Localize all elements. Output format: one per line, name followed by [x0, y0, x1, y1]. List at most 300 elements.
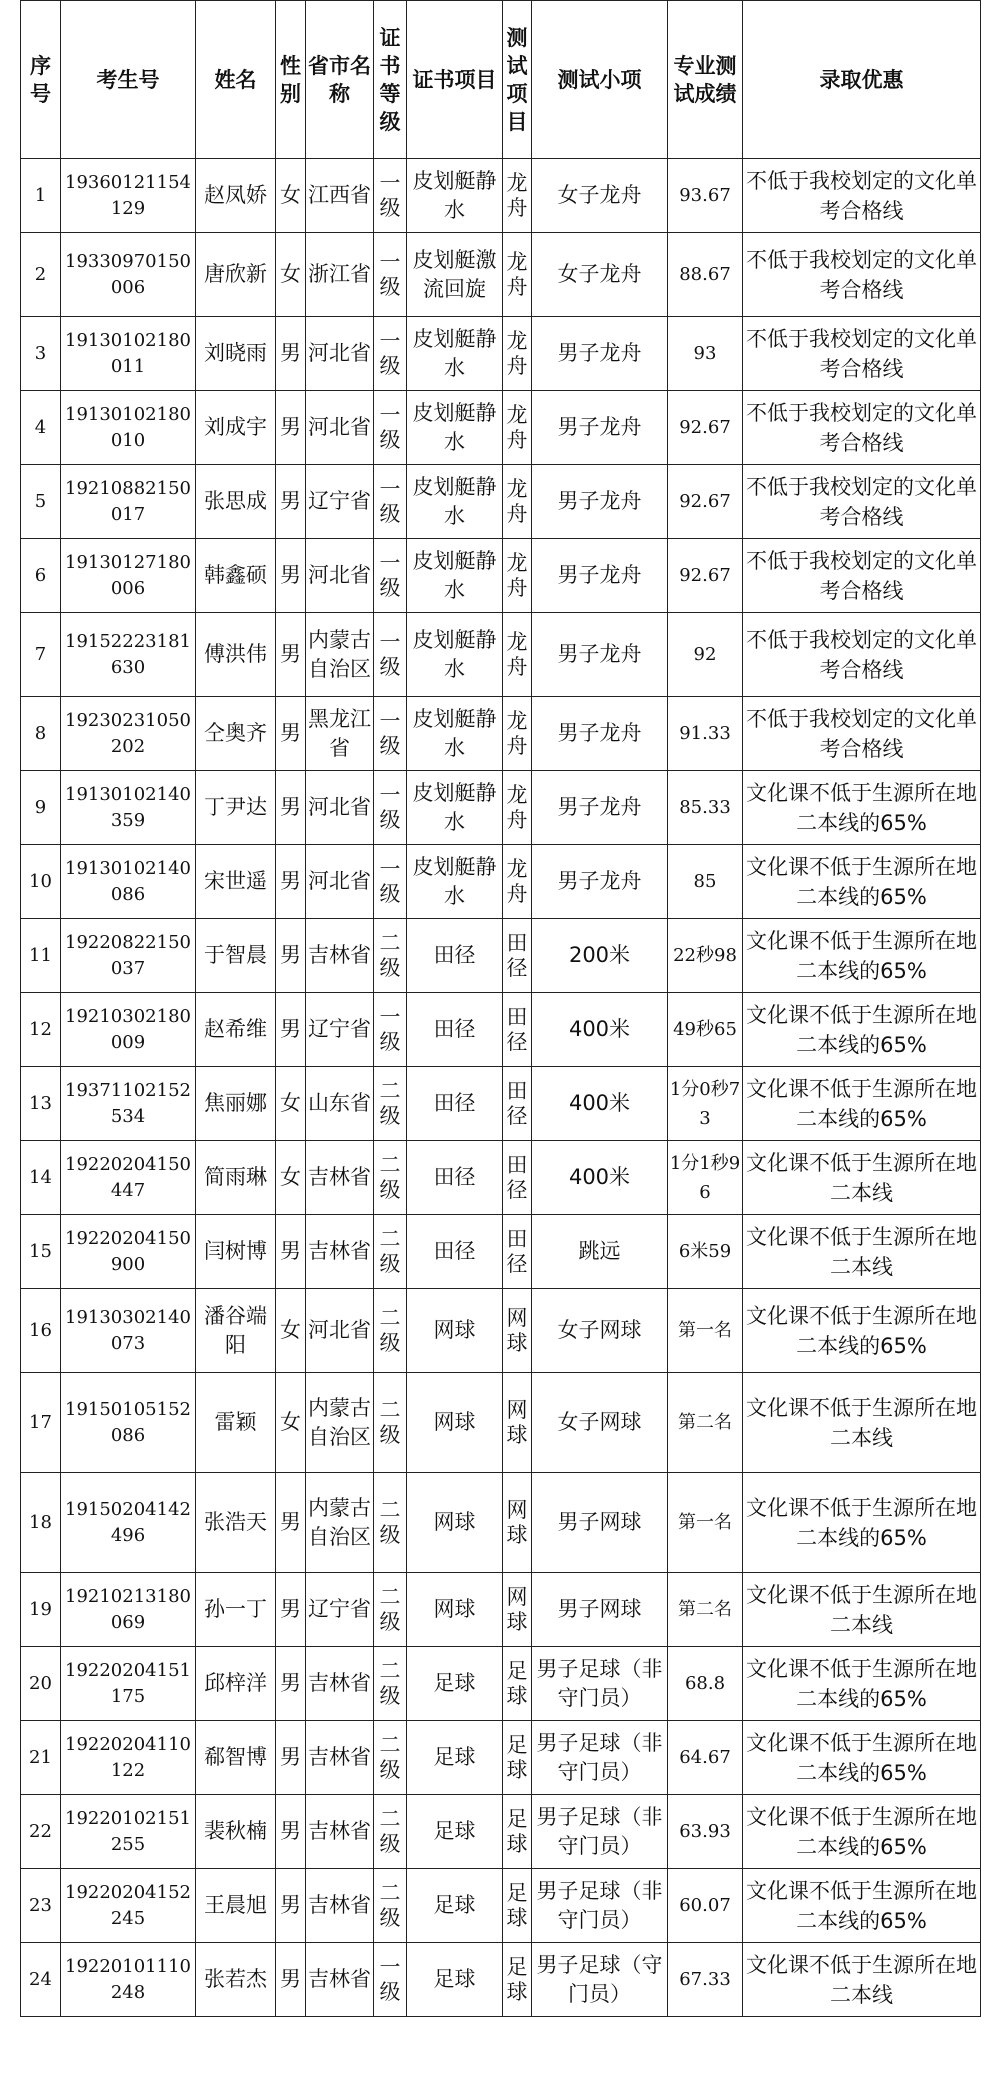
cell-name: 傅洪伟 — [196, 613, 276, 697]
cell-test-item: 足球 — [503, 1721, 532, 1795]
cell-test-subitem: 男子龙舟 — [532, 613, 668, 697]
cell-cert-item: 皮划艇静水 — [407, 391, 503, 465]
cell-name: 唐欣新 — [196, 233, 276, 317]
cell-province: 吉林省 — [306, 1943, 374, 2017]
cell-no: 12 — [21, 993, 61, 1067]
cell-cert-item: 田径 — [407, 1141, 503, 1215]
cell-gender: 男 — [276, 771, 306, 845]
cell-gender: 男 — [276, 1795, 306, 1869]
cell-test-item: 田径 — [503, 993, 532, 1067]
cell-benefit: 文化课不低于生源所在地二本线的65% — [743, 1289, 981, 1373]
cell-score: 22秒98 — [668, 919, 743, 993]
cell-test-subitem: 女子龙舟 — [532, 233, 668, 317]
cell-gender: 女 — [276, 1141, 306, 1215]
cell-benefit: 文化课不低于生源所在地二本线 — [743, 1215, 981, 1289]
cell-cert-item: 网球 — [407, 1373, 503, 1473]
cell-score: 85.33 — [668, 771, 743, 845]
cell-benefit: 不低于我校划定的文化单考合格线 — [743, 697, 981, 771]
cell-test-subitem: 男子足球（非守门员） — [532, 1869, 668, 1943]
cell-exam-id: 19130302140073 — [61, 1289, 196, 1373]
cell-exam-id: 19220822150037 — [61, 919, 196, 993]
cell-exam-id: 19220204151175 — [61, 1647, 196, 1721]
cell-no: 23 — [21, 1869, 61, 1943]
header-test-subitem: 测试小项 — [532, 1, 668, 159]
table-row — [21, 1473, 981, 1573]
header-row — [21, 1, 981, 159]
cell-exam-id: 19130102140359 — [61, 771, 196, 845]
cell-cert-item: 皮划艇静水 — [407, 159, 503, 233]
header-province: 省市名称 — [306, 1, 374, 159]
cell-test-subitem: 跳远 — [532, 1215, 668, 1289]
cell-name: 孙一丁 — [196, 1573, 276, 1647]
cell-cert-level: 二级 — [374, 1067, 407, 1141]
cell-test-subitem: 女子网球 — [532, 1373, 668, 1473]
table-row — [21, 1573, 981, 1647]
cell-province: 辽宁省 — [306, 1573, 374, 1647]
cell-benefit: 不低于我校划定的文化单考合格线 — [743, 317, 981, 391]
cell-exam-id: 19220204150447 — [61, 1141, 196, 1215]
header-benefit: 录取优惠 — [743, 1, 981, 159]
cell-province: 河北省 — [306, 391, 374, 465]
header-cert-item: 证书项目 — [407, 1, 503, 159]
cell-score: 60.07 — [668, 1869, 743, 1943]
cell-score: 92.67 — [668, 465, 743, 539]
cell-test-item: 网球 — [503, 1573, 532, 1647]
cell-gender: 男 — [276, 845, 306, 919]
cell-no: 14 — [21, 1141, 61, 1215]
cell-province: 河北省 — [306, 539, 374, 613]
cell-score: 91.33 — [668, 697, 743, 771]
cell-test-item: 龙舟 — [503, 539, 532, 613]
cell-benefit: 文化课不低于生源所在地二本线的65% — [743, 1473, 981, 1573]
cell-cert-level: 一级 — [374, 317, 407, 391]
cell-exam-id: 19220204152245 — [61, 1869, 196, 1943]
cell-name: 张浩天 — [196, 1473, 276, 1573]
table-row — [21, 233, 981, 317]
table-row — [21, 1067, 981, 1141]
cell-test-item: 龙舟 — [503, 233, 532, 317]
cell-province: 辽宁省 — [306, 465, 374, 539]
cell-name: 宋世遥 — [196, 845, 276, 919]
table-row — [21, 1721, 981, 1795]
cell-province: 河北省 — [306, 771, 374, 845]
cell-name: 于智晨 — [196, 919, 276, 993]
cell-no: 6 — [21, 539, 61, 613]
cell-cert-item: 皮划艇静水 — [407, 771, 503, 845]
cell-benefit: 文化课不低于生源所在地二本线的65% — [743, 919, 981, 993]
cell-cert-item: 网球 — [407, 1473, 503, 1573]
cell-province: 河北省 — [306, 845, 374, 919]
cell-exam-id: 19130102180011 — [61, 317, 196, 391]
cell-test-subitem: 男子龙舟 — [532, 465, 668, 539]
table-row — [21, 697, 981, 771]
table-row — [21, 317, 981, 391]
cell-cert-item: 皮划艇静水 — [407, 697, 503, 771]
cell-no: 13 — [21, 1067, 61, 1141]
cell-name: 刘成宇 — [196, 391, 276, 465]
cell-province: 黑龙江省 — [306, 697, 374, 771]
table-row — [21, 1141, 981, 1215]
cell-cert-level: 一级 — [374, 465, 407, 539]
cell-exam-id: 19230231050202 — [61, 697, 196, 771]
header-name: 姓名 — [196, 1, 276, 159]
cell-cert-item: 田径 — [407, 1215, 503, 1289]
cell-exam-id: 19220102151255 — [61, 1795, 196, 1869]
cell-cert-level: 一级 — [374, 1943, 407, 2017]
cell-exam-id: 19150105152086 — [61, 1373, 196, 1473]
cell-test-subitem: 男子足球（守门员） — [532, 1943, 668, 2017]
cell-cert-item: 足球 — [407, 1721, 503, 1795]
cell-score: 49秒65 — [668, 993, 743, 1067]
cell-test-item: 龙舟 — [503, 771, 532, 845]
cell-test-subitem: 400米 — [532, 1141, 668, 1215]
table-row — [21, 613, 981, 697]
cell-name: 仝奥齐 — [196, 697, 276, 771]
cell-no: 4 — [21, 391, 61, 465]
cell-cert-level: 一级 — [374, 845, 407, 919]
cell-name: 邱梓洋 — [196, 1647, 276, 1721]
cell-score: 68.8 — [668, 1647, 743, 1721]
cell-name: 焦丽娜 — [196, 1067, 276, 1141]
cell-score: 63.93 — [668, 1795, 743, 1869]
cell-test-subitem: 男子龙舟 — [532, 845, 668, 919]
cell-name: 潘谷端阳 — [196, 1289, 276, 1373]
cell-name: 赵凤娇 — [196, 159, 276, 233]
cell-gender: 男 — [276, 317, 306, 391]
cell-gender: 男 — [276, 1647, 306, 1721]
cell-gender: 男 — [276, 1473, 306, 1573]
cell-benefit: 不低于我校划定的文化单考合格线 — [743, 539, 981, 613]
cell-test-subitem: 400米 — [532, 1067, 668, 1141]
cell-cert-level: 一级 — [374, 233, 407, 317]
cell-exam-id: 19150204142496 — [61, 1473, 196, 1573]
cell-test-item: 龙舟 — [503, 613, 532, 697]
cell-exam-id: 19210882150017 — [61, 465, 196, 539]
cell-benefit: 不低于我校划定的文化单考合格线 — [743, 613, 981, 697]
cell-benefit: 文化课不低于生源所在地二本线的65% — [743, 1647, 981, 1721]
cell-name: 张若杰 — [196, 1943, 276, 2017]
cell-score: 64.67 — [668, 1721, 743, 1795]
cell-test-item: 网球 — [503, 1373, 532, 1473]
cell-no: 19 — [21, 1573, 61, 1647]
cell-no: 2 — [21, 233, 61, 317]
cell-benefit: 文化课不低于生源所在地二本线的65% — [743, 1721, 981, 1795]
cell-cert-item: 田径 — [407, 1067, 503, 1141]
table-row — [21, 1215, 981, 1289]
cell-test-subitem: 男子龙舟 — [532, 391, 668, 465]
table-row — [21, 771, 981, 845]
cell-test-subitem: 男子网球 — [532, 1573, 668, 1647]
cell-cert-level: 二级 — [374, 1573, 407, 1647]
cell-benefit: 文化课不低于生源所在地二本线的65% — [743, 1795, 981, 1869]
cell-no: 24 — [21, 1943, 61, 2017]
cell-score: 85 — [668, 845, 743, 919]
cell-test-item: 龙舟 — [503, 465, 532, 539]
cell-exam-id: 19220204110122 — [61, 1721, 196, 1795]
cell-province: 浙江省 — [306, 233, 374, 317]
header-gender: 性别 — [276, 1, 306, 159]
cell-score: 92 — [668, 613, 743, 697]
cell-gender: 男 — [276, 539, 306, 613]
cell-gender: 男 — [276, 993, 306, 1067]
table-row — [21, 159, 981, 233]
cell-benefit: 文化课不低于生源所在地二本线 — [743, 1141, 981, 1215]
cell-gender: 女 — [276, 1289, 306, 1373]
cell-test-item: 龙舟 — [503, 159, 532, 233]
cell-cert-item: 足球 — [407, 1647, 503, 1721]
header-cert-level: 证书等级 — [374, 1, 407, 159]
cell-province: 辽宁省 — [306, 993, 374, 1067]
cell-name: 简雨琳 — [196, 1141, 276, 1215]
cell-test-item: 足球 — [503, 1869, 532, 1943]
cell-province: 吉林省 — [306, 919, 374, 993]
cell-cert-level: 一级 — [374, 539, 407, 613]
cell-cert-level: 二级 — [374, 1473, 407, 1573]
cell-score: 第一名 — [668, 1473, 743, 1573]
cell-test-subitem: 女子网球 — [532, 1289, 668, 1373]
cell-gender: 男 — [276, 1215, 306, 1289]
cell-test-item: 足球 — [503, 1795, 532, 1869]
cell-gender: 男 — [276, 613, 306, 697]
cell-cert-level: 二级 — [374, 1795, 407, 1869]
cell-name: 闫树博 — [196, 1215, 276, 1289]
cell-no: 10 — [21, 845, 61, 919]
cell-score: 6米59 — [668, 1215, 743, 1289]
cell-benefit: 不低于我校划定的文化单考合格线 — [743, 159, 981, 233]
cell-province: 内蒙古自治区 — [306, 1373, 374, 1473]
cell-score: 93 — [668, 317, 743, 391]
header-score: 专业测试成绩 — [668, 1, 743, 159]
cell-cert-level: 二级 — [374, 1721, 407, 1795]
cell-province: 河北省 — [306, 317, 374, 391]
cell-benefit: 文化课不低于生源所在地二本线的65% — [743, 771, 981, 845]
cell-name: 刘晓雨 — [196, 317, 276, 391]
cell-gender: 男 — [276, 1869, 306, 1943]
cell-exam-id: 19152223181630 — [61, 613, 196, 697]
cell-name: 张思成 — [196, 465, 276, 539]
cell-exam-id: 19220204150900 — [61, 1215, 196, 1289]
cell-test-item: 龙舟 — [503, 697, 532, 771]
cell-score: 67.33 — [668, 1943, 743, 2017]
cell-exam-id: 19130127180006 — [61, 539, 196, 613]
cell-score: 88.67 — [668, 233, 743, 317]
cell-gender: 女 — [276, 1373, 306, 1473]
cell-cert-item: 皮划艇激流回旋 — [407, 233, 503, 317]
cell-test-subitem: 男子龙舟 — [532, 539, 668, 613]
cell-no: 18 — [21, 1473, 61, 1573]
cell-benefit: 文化课不低于生源所在地二本线 — [743, 1373, 981, 1473]
cell-gender: 男 — [276, 1573, 306, 1647]
cell-cert-item: 足球 — [407, 1869, 503, 1943]
cell-benefit: 不低于我校划定的文化单考合格线 — [743, 465, 981, 539]
cell-score: 92.67 — [668, 539, 743, 613]
cell-exam-id: 19371102152534 — [61, 1067, 196, 1141]
cell-gender: 男 — [276, 697, 306, 771]
cell-cert-level: 一级 — [374, 993, 407, 1067]
cell-benefit: 不低于我校划定的文化单考合格线 — [743, 233, 981, 317]
cell-score: 第二名 — [668, 1573, 743, 1647]
cell-cert-item: 足球 — [407, 1943, 503, 2017]
cell-province: 山东省 — [306, 1067, 374, 1141]
cell-test-item: 足球 — [503, 1647, 532, 1721]
cell-cert-item: 田径 — [407, 993, 503, 1067]
cell-test-item: 足球 — [503, 1943, 532, 2017]
cell-no: 1 — [21, 159, 61, 233]
cell-no: 21 — [21, 1721, 61, 1795]
cell-no: 8 — [21, 697, 61, 771]
cell-cert-item: 皮划艇静水 — [407, 465, 503, 539]
cell-cert-level: 二级 — [374, 1215, 407, 1289]
header-exam-id: 考生号 — [61, 1, 196, 159]
cell-province: 吉林省 — [306, 1215, 374, 1289]
cell-no: 5 — [21, 465, 61, 539]
cell-gender: 女 — [276, 1067, 306, 1141]
cell-province: 吉林省 — [306, 1647, 374, 1721]
cell-province: 河北省 — [306, 1289, 374, 1373]
cell-no: 7 — [21, 613, 61, 697]
cell-exam-id: 19210302180009 — [61, 993, 196, 1067]
cell-cert-item: 皮划艇静水 — [407, 539, 503, 613]
cell-test-item: 田径 — [503, 1215, 532, 1289]
cell-cert-level: 二级 — [374, 1141, 407, 1215]
cell-cert-item: 田径 — [407, 919, 503, 993]
cell-cert-item: 足球 — [407, 1795, 503, 1869]
cell-test-subitem: 200米 — [532, 919, 668, 993]
cell-gender: 男 — [276, 919, 306, 993]
cell-test-item: 田径 — [503, 1067, 532, 1141]
cell-no: 15 — [21, 1215, 61, 1289]
cell-gender: 女 — [276, 233, 306, 317]
cell-no: 11 — [21, 919, 61, 993]
cell-cert-level: 一级 — [374, 613, 407, 697]
cell-exam-id: 19210213180069 — [61, 1573, 196, 1647]
cell-gender: 女 — [276, 159, 306, 233]
cell-benefit: 文化课不低于生源所在地二本线 — [743, 1943, 981, 2017]
cell-score: 第二名 — [668, 1373, 743, 1473]
cell-exam-id: 19220101110248 — [61, 1943, 196, 2017]
cell-gender: 男 — [276, 1943, 306, 2017]
table-row — [21, 845, 981, 919]
cell-cert-level: 一级 — [374, 159, 407, 233]
cell-test-subitem: 女子龙舟 — [532, 159, 668, 233]
admission-table — [20, 0, 981, 2017]
cell-exam-id: 19130102180010 — [61, 391, 196, 465]
cell-test-subitem: 男子足球（非守门员） — [532, 1721, 668, 1795]
cell-test-subitem: 男子网球 — [532, 1473, 668, 1573]
cell-province: 吉林省 — [306, 1721, 374, 1795]
cell-test-item: 龙舟 — [503, 317, 532, 391]
cell-cert-item: 网球 — [407, 1573, 503, 1647]
table-row — [21, 1795, 981, 1869]
cell-cert-item: 皮划艇静水 — [407, 317, 503, 391]
cell-cert-level: 二级 — [374, 1289, 407, 1373]
cell-test-item: 龙舟 — [503, 845, 532, 919]
cell-test-subitem: 男子龙舟 — [532, 697, 668, 771]
cell-benefit: 文化课不低于生源所在地二本线 — [743, 1573, 981, 1647]
cell-cert-level: 二级 — [374, 919, 407, 993]
cell-cert-item: 皮划艇静水 — [407, 613, 503, 697]
cell-score: 92.67 — [668, 391, 743, 465]
cell-exam-id: 19130102140086 — [61, 845, 196, 919]
cell-score: 第一名 — [668, 1289, 743, 1373]
table-row — [21, 993, 981, 1067]
cell-cert-level: 二级 — [374, 1373, 407, 1473]
cell-benefit: 文化课不低于生源所在地二本线的65% — [743, 1869, 981, 1943]
cell-test-item: 网球 — [503, 1289, 532, 1373]
cell-score: 1分0秒73 — [668, 1067, 743, 1141]
cell-province: 江西省 — [306, 159, 374, 233]
cell-name: 雷颖 — [196, 1373, 276, 1473]
table-row — [21, 919, 981, 993]
table-row — [21, 1647, 981, 1721]
cell-name: 王晨旭 — [196, 1869, 276, 1943]
cell-province: 吉林省 — [306, 1869, 374, 1943]
cell-test-subitem: 男子足球（非守门员） — [532, 1795, 668, 1869]
cell-test-item: 田径 — [503, 919, 532, 993]
cell-no: 9 — [21, 771, 61, 845]
cell-benefit: 文化课不低于生源所在地二本线的65% — [743, 1067, 981, 1141]
cell-name: 裴秋楠 — [196, 1795, 276, 1869]
cell-score: 1分1秒96 — [668, 1141, 743, 1215]
header-no: 序号 — [21, 1, 61, 159]
cell-name: 丁尹达 — [196, 771, 276, 845]
cell-cert-level: 一级 — [374, 771, 407, 845]
cell-test-subitem: 男子龙舟 — [532, 771, 668, 845]
cell-province: 内蒙古自治区 — [306, 613, 374, 697]
cell-test-subitem: 400米 — [532, 993, 668, 1067]
cell-test-item: 龙舟 — [503, 391, 532, 465]
cell-no: 16 — [21, 1289, 61, 1373]
cell-cert-level: 二级 — [374, 1869, 407, 1943]
cell-no: 17 — [21, 1373, 61, 1473]
table-row — [21, 1869, 981, 1943]
cell-name: 赵希维 — [196, 993, 276, 1067]
cell-cert-item: 皮划艇静水 — [407, 845, 503, 919]
table-row — [21, 1289, 981, 1373]
cell-gender: 男 — [276, 391, 306, 465]
cell-no: 3 — [21, 317, 61, 391]
cell-province: 吉林省 — [306, 1795, 374, 1869]
cell-test-subitem: 男子龙舟 — [532, 317, 668, 391]
table-row — [21, 539, 981, 613]
cell-cert-level: 一级 — [374, 697, 407, 771]
cell-exam-id: 19330970150006 — [61, 233, 196, 317]
cell-score: 93.67 — [668, 159, 743, 233]
cell-exam-id: 19360121154129 — [61, 159, 196, 233]
cell-benefit: 不低于我校划定的文化单考合格线 — [743, 391, 981, 465]
cell-no: 20 — [21, 1647, 61, 1721]
cell-cert-level: 一级 — [374, 391, 407, 465]
cell-name: 韩鑫硕 — [196, 539, 276, 613]
table-row — [21, 391, 981, 465]
table-row — [21, 1943, 981, 2017]
cell-cert-level: 二级 — [374, 1647, 407, 1721]
cell-benefit: 文化课不低于生源所在地二本线的65% — [743, 845, 981, 919]
cell-name: 郗智博 — [196, 1721, 276, 1795]
table-row — [21, 465, 981, 539]
cell-province: 吉林省 — [306, 1141, 374, 1215]
header-test-item: 测试项目 — [503, 1, 532, 159]
cell-gender: 男 — [276, 1721, 306, 1795]
cell-test-subitem: 男子足球（非守门员） — [532, 1647, 668, 1721]
table-row — [21, 1373, 981, 1473]
cell-no: 22 — [21, 1795, 61, 1869]
cell-test-item: 网球 — [503, 1473, 532, 1573]
cell-province: 内蒙古自治区 — [306, 1473, 374, 1573]
cell-cert-item: 网球 — [407, 1289, 503, 1373]
cell-benefit: 文化课不低于生源所在地二本线的65% — [743, 993, 981, 1067]
cell-test-item: 田径 — [503, 1141, 532, 1215]
